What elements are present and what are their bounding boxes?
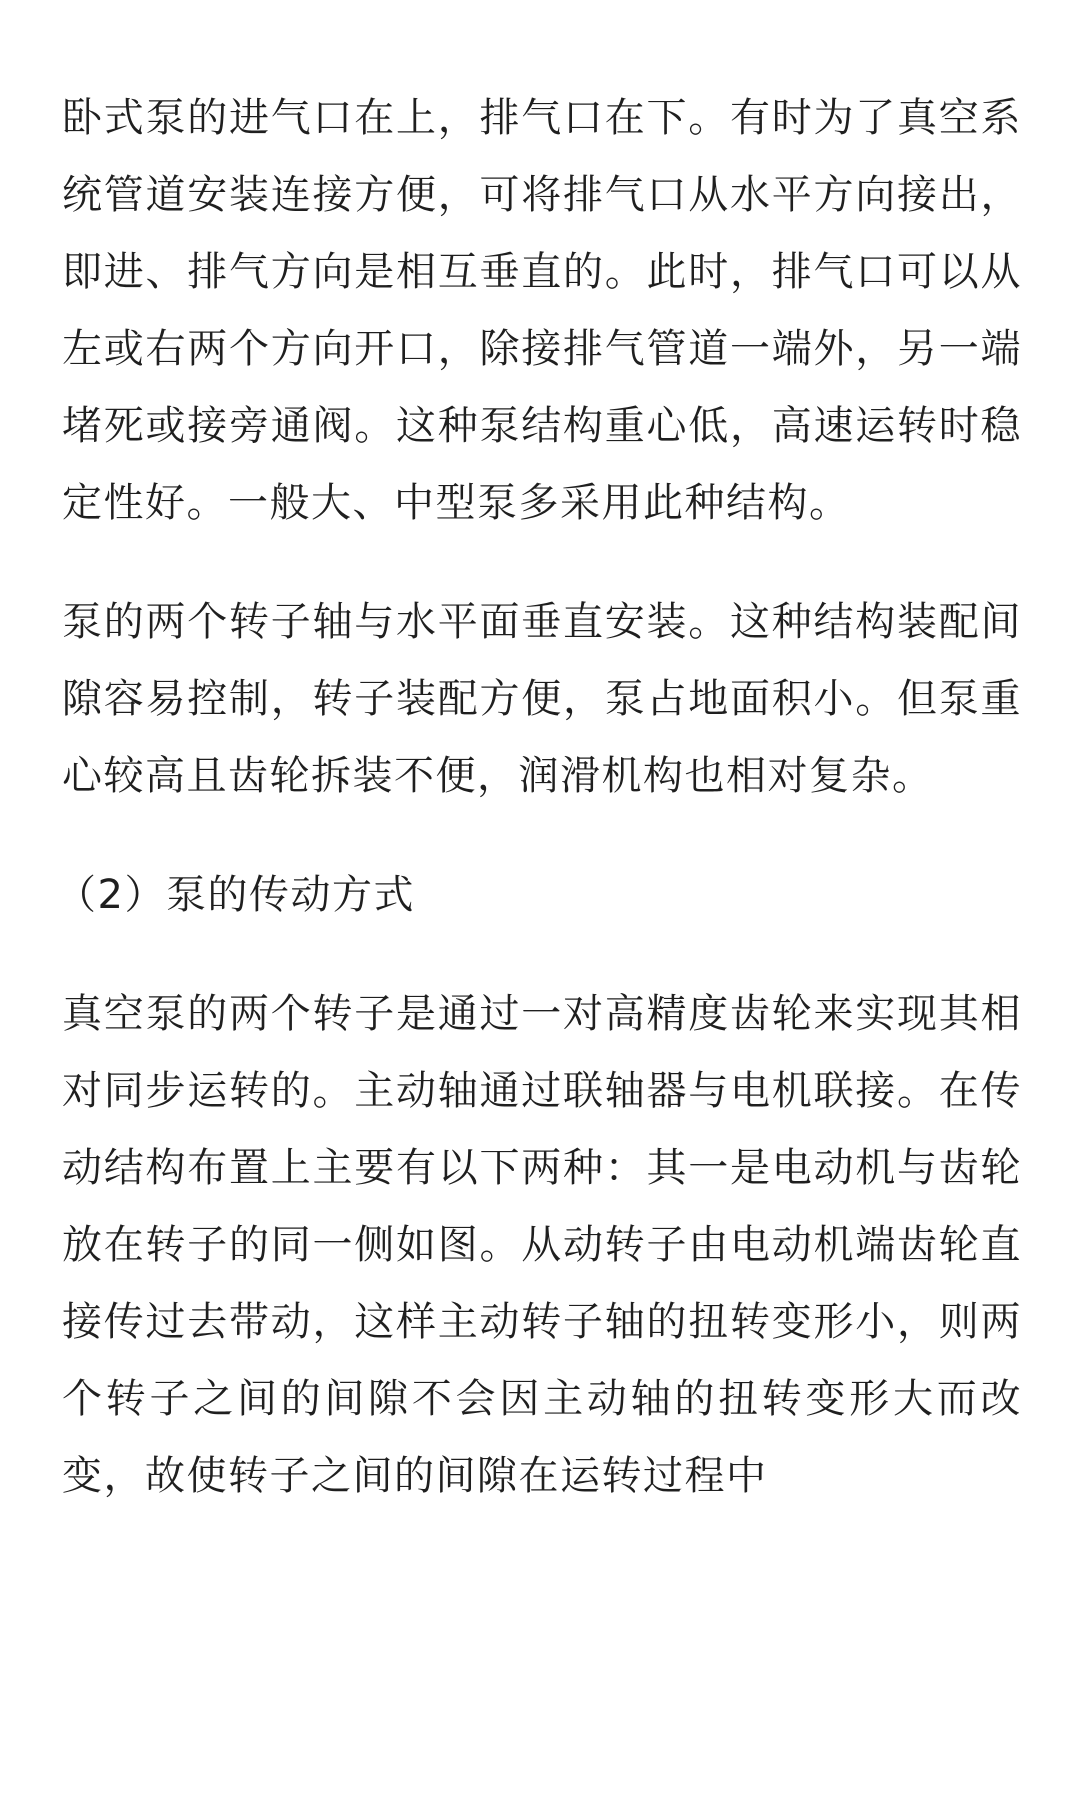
paragraph-horizontal-pump: 卧式泵的进气口在上，排气口在下。有时为了真空系统管道安装连接方便，可将排气口从水平方向接出，即进、排气方向是相互垂直的。此时，排气口可以从左或右两个方向开口，除接排气管道一端外，另一端堵死或接旁通阀。这种泵结构重心低，高速运转时稳定性好。一般大、中型泵多采用此种结构。 xyxy=(62,95,1022,526)
paragraph-vertical-pump: 泵的两个转子轴与水平面垂直安装。这种结构装配间隙容易控制，转子装配方便，泵占地面积小。但泵重心较高且齿轮拆装不便，润滑机构也相对复杂。 xyxy=(62,599,1022,799)
article-body xyxy=(56,80,1022,1557)
section-heading-transmission: （2）泵的传动方式 xyxy=(56,872,415,918)
paragraph-transmission: 真空泵的两个转子是通过一对高精度齿轮来实现其相对同步运转的。主动轴通过联轴器与电机联接。在传动结构布置上主要有以下两种：其一是电动机与齿轮放在转子的同一侧如图。从动转子由电动机端齿轮直接传过去带动，这样主动转子轴的扭转变形小，则两个转子之间的间隙不会因主动轴的扭转变形大而改变，故使转子之间的间隙在运转过程中 xyxy=(62,991,1022,1499)
